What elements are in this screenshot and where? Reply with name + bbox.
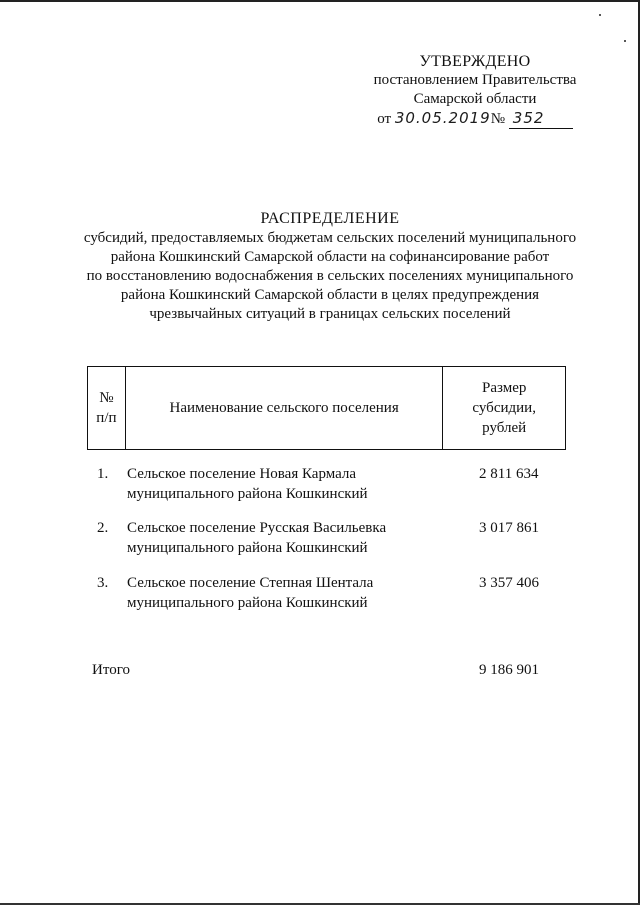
page-border-top	[0, 0, 640, 2]
number-prefix: №	[490, 111, 506, 127]
header-amount-line-2: субсидии,	[472, 400, 536, 416]
scan-speck	[624, 40, 626, 42]
document-title: РАСПРЕДЕЛЕНИЕ	[260, 210, 400, 227]
table-header	[87, 366, 566, 450]
row-amount: 2 811 634	[479, 466, 539, 482]
row-settlement-name	[127, 464, 447, 504]
handwritten-number: 352	[509, 109, 573, 129]
settlement-name-line-1: Сельское поселение Степная Шентала	[127, 575, 374, 591]
row-number: 2.	[97, 520, 109, 536]
row-settlement-name	[127, 573, 447, 613]
row-amount: 3 017 861	[479, 520, 539, 536]
approval-heading: УТВЕРЖДЕНО	[419, 53, 531, 70]
handwritten-date: 30.05.2019	[394, 109, 491, 127]
settlement-name-line-2: муниципального района Кошкинский	[127, 595, 368, 611]
subtitle-line: чрезвычайных ситуаций в границах сельских поселений	[149, 306, 511, 322]
header-number-line-1: №	[99, 390, 114, 406]
row-settlement-name	[127, 518, 447, 558]
subtitle-line: по восстановлению водоснабжения в сельских поселениях муниципального	[86, 268, 574, 284]
document-subtitle	[60, 229, 600, 324]
settlement-name-line-1: Сельское поселение Новая Кармала	[127, 466, 357, 482]
settlement-name-line-2: муниципального района Кошкинский	[127, 486, 368, 502]
subtitle-line: субсидий, предоставляемых бюджетам сельских поселений муниципального	[83, 230, 577, 246]
total-label: Итого	[92, 662, 130, 678]
settlement-name-line-2: муниципального района Кошкинский	[127, 540, 368, 556]
header-number-cell	[88, 367, 126, 450]
subtitle-line: района Кошкинский Самарской области на софинансирование работ	[110, 249, 550, 265]
approval-line-1: постановлением Правительства	[373, 72, 577, 88]
total-amount: 9 186 901	[479, 662, 539, 678]
approval-date-line	[340, 109, 610, 129]
approval-block	[340, 52, 610, 129]
header-amount-line-1: Размер	[481, 380, 527, 396]
header-number-line-2: п/п	[96, 410, 117, 426]
row-number: 1.	[97, 466, 109, 482]
row-number: 3.	[97, 575, 109, 591]
header-amount-line-3: рублей	[482, 420, 527, 436]
date-prefix: от	[377, 111, 392, 127]
header-amount-cell	[443, 367, 566, 450]
settlement-name-line-1: Сельское поселение Русская Васильевка	[127, 520, 387, 536]
subtitle-line: района Кошкинский Самарской области в целях предупреждения	[120, 287, 540, 303]
scan-speck	[599, 14, 601, 16]
approval-line-2: Самарской области	[413, 91, 537, 107]
header-name-cell: Наименование сельского поселения	[125, 367, 443, 450]
row-amount: 3 357 406	[479, 575, 539, 591]
